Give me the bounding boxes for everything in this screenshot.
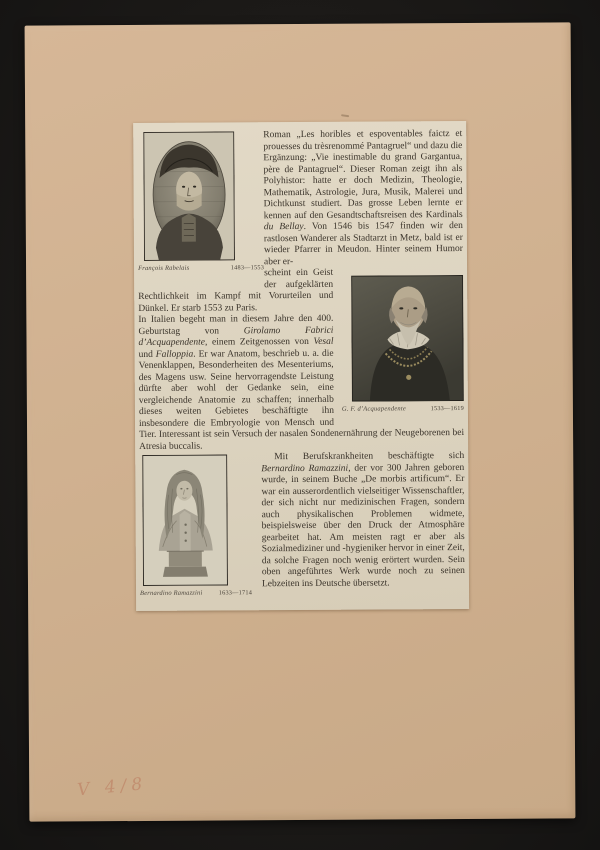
mount-board xyxy=(25,22,576,821)
rabelais-portrait-image xyxy=(143,131,235,261)
figure-caption xyxy=(140,588,252,598)
figure-caption-name: François Rabelais xyxy=(138,264,190,272)
acquapendente-portrait-image xyxy=(351,275,464,402)
figure-caption xyxy=(342,404,464,414)
figure-caption xyxy=(138,263,264,273)
paragraph-rabelais-top: Roman „Les horibles et espoventables faictz et prouesses du trèsrenommé Pantagruel“ und dazu die Ergänzung: „Vie inestimable du grand Gargantua, père de Pantagruel“. Dieser Roman zeigt ihn als Polyhistor: hatte er doch Medizin, Theologie, Mathematik, Astrologie, Jura, Musik, Malerei und Dichtkunst studiert. Das grosse Leben lernte er kennen auf den Gesandtschaftsreisen des Kardinals du Bellay. Von 1546 bis 1547 finden wir den rastlosen Wanderer als Stadtarzt in Metz, bald ist er wieder Pfarrer in Meudon. Hinter seinem Humor aber er- xyxy=(263,129,463,267)
paragraph-ramazzini: Mit Berufskrankheiten beschäftigte sich Bernardino Ramazzini, der vor 300 Jahren geboren wurde, in seinem Buche „De morbis artificum“. Er war ein ausserordentlich vielseitiger Wissenschaftler, der sich nicht nur medizinischen Fragen, sondern auch physikalischen Problemen widmete, beispielsweise über den Druck der Atmosphäre gearbeitet hat. Am meisten ragt er aber als Sozialmediziner und -hygieniker hervor in einer Zeit, da solche Fragen noch wenig erörtert wurden. Sein oben angeführtes Werk wurde noch zu seinen Lebzeiten ins Deutsche übersetzt. xyxy=(261,450,465,589)
figure-acquapendente xyxy=(341,275,464,414)
figure-caption-name: G. F. d’Acquapendente xyxy=(341,405,406,413)
ramazzini-bust-image xyxy=(142,454,228,586)
paragraph-rabelais-end: scheint ein Geist der aufgeklärten Rechtlichkeit im Kampf mit Vorurteilen und Dünkel. Er starb 1553 zu Paris. xyxy=(138,267,334,314)
paragraph-acquapendente: In Italien begeht man in diesem Jahre den 400. Geburtstag von Girolamo Fabrici d’Acquapendente, einem Zeitgenossen von Vesal und Falloppia. Er war Anatom, beschrieb u. a. die Venenklappen, Besonderheiten des Mesenteriums, des Magens usw. Seine hervorragendste Leistung dürfte aber wohl der Gedanke sein, eine vergleichende Anatomie zu schaffen; innerhalb dieses weiten Gebietes beschäftigte ihn insbesondere die Embryologie von Mensch und Tier. Interessant ist sein Versuch der nasalen Sondenernährung der Neugeborenen bei Atresia buccalis. xyxy=(138,313,465,452)
figure-ramazzini xyxy=(139,454,252,598)
figure-caption-dates: 1533—1619 xyxy=(430,404,464,413)
paper-smudge xyxy=(341,114,349,117)
figure-caption-dates: 1633—1714 xyxy=(218,589,253,597)
figure-caption-dates: 1483—1553 xyxy=(230,264,265,272)
figure-caption-name: Bernardino Ramazzini xyxy=(140,589,203,597)
news-clipping xyxy=(133,121,469,611)
handwritten-mark: V 4/8 xyxy=(76,773,149,801)
figure-rabelais xyxy=(137,131,264,273)
